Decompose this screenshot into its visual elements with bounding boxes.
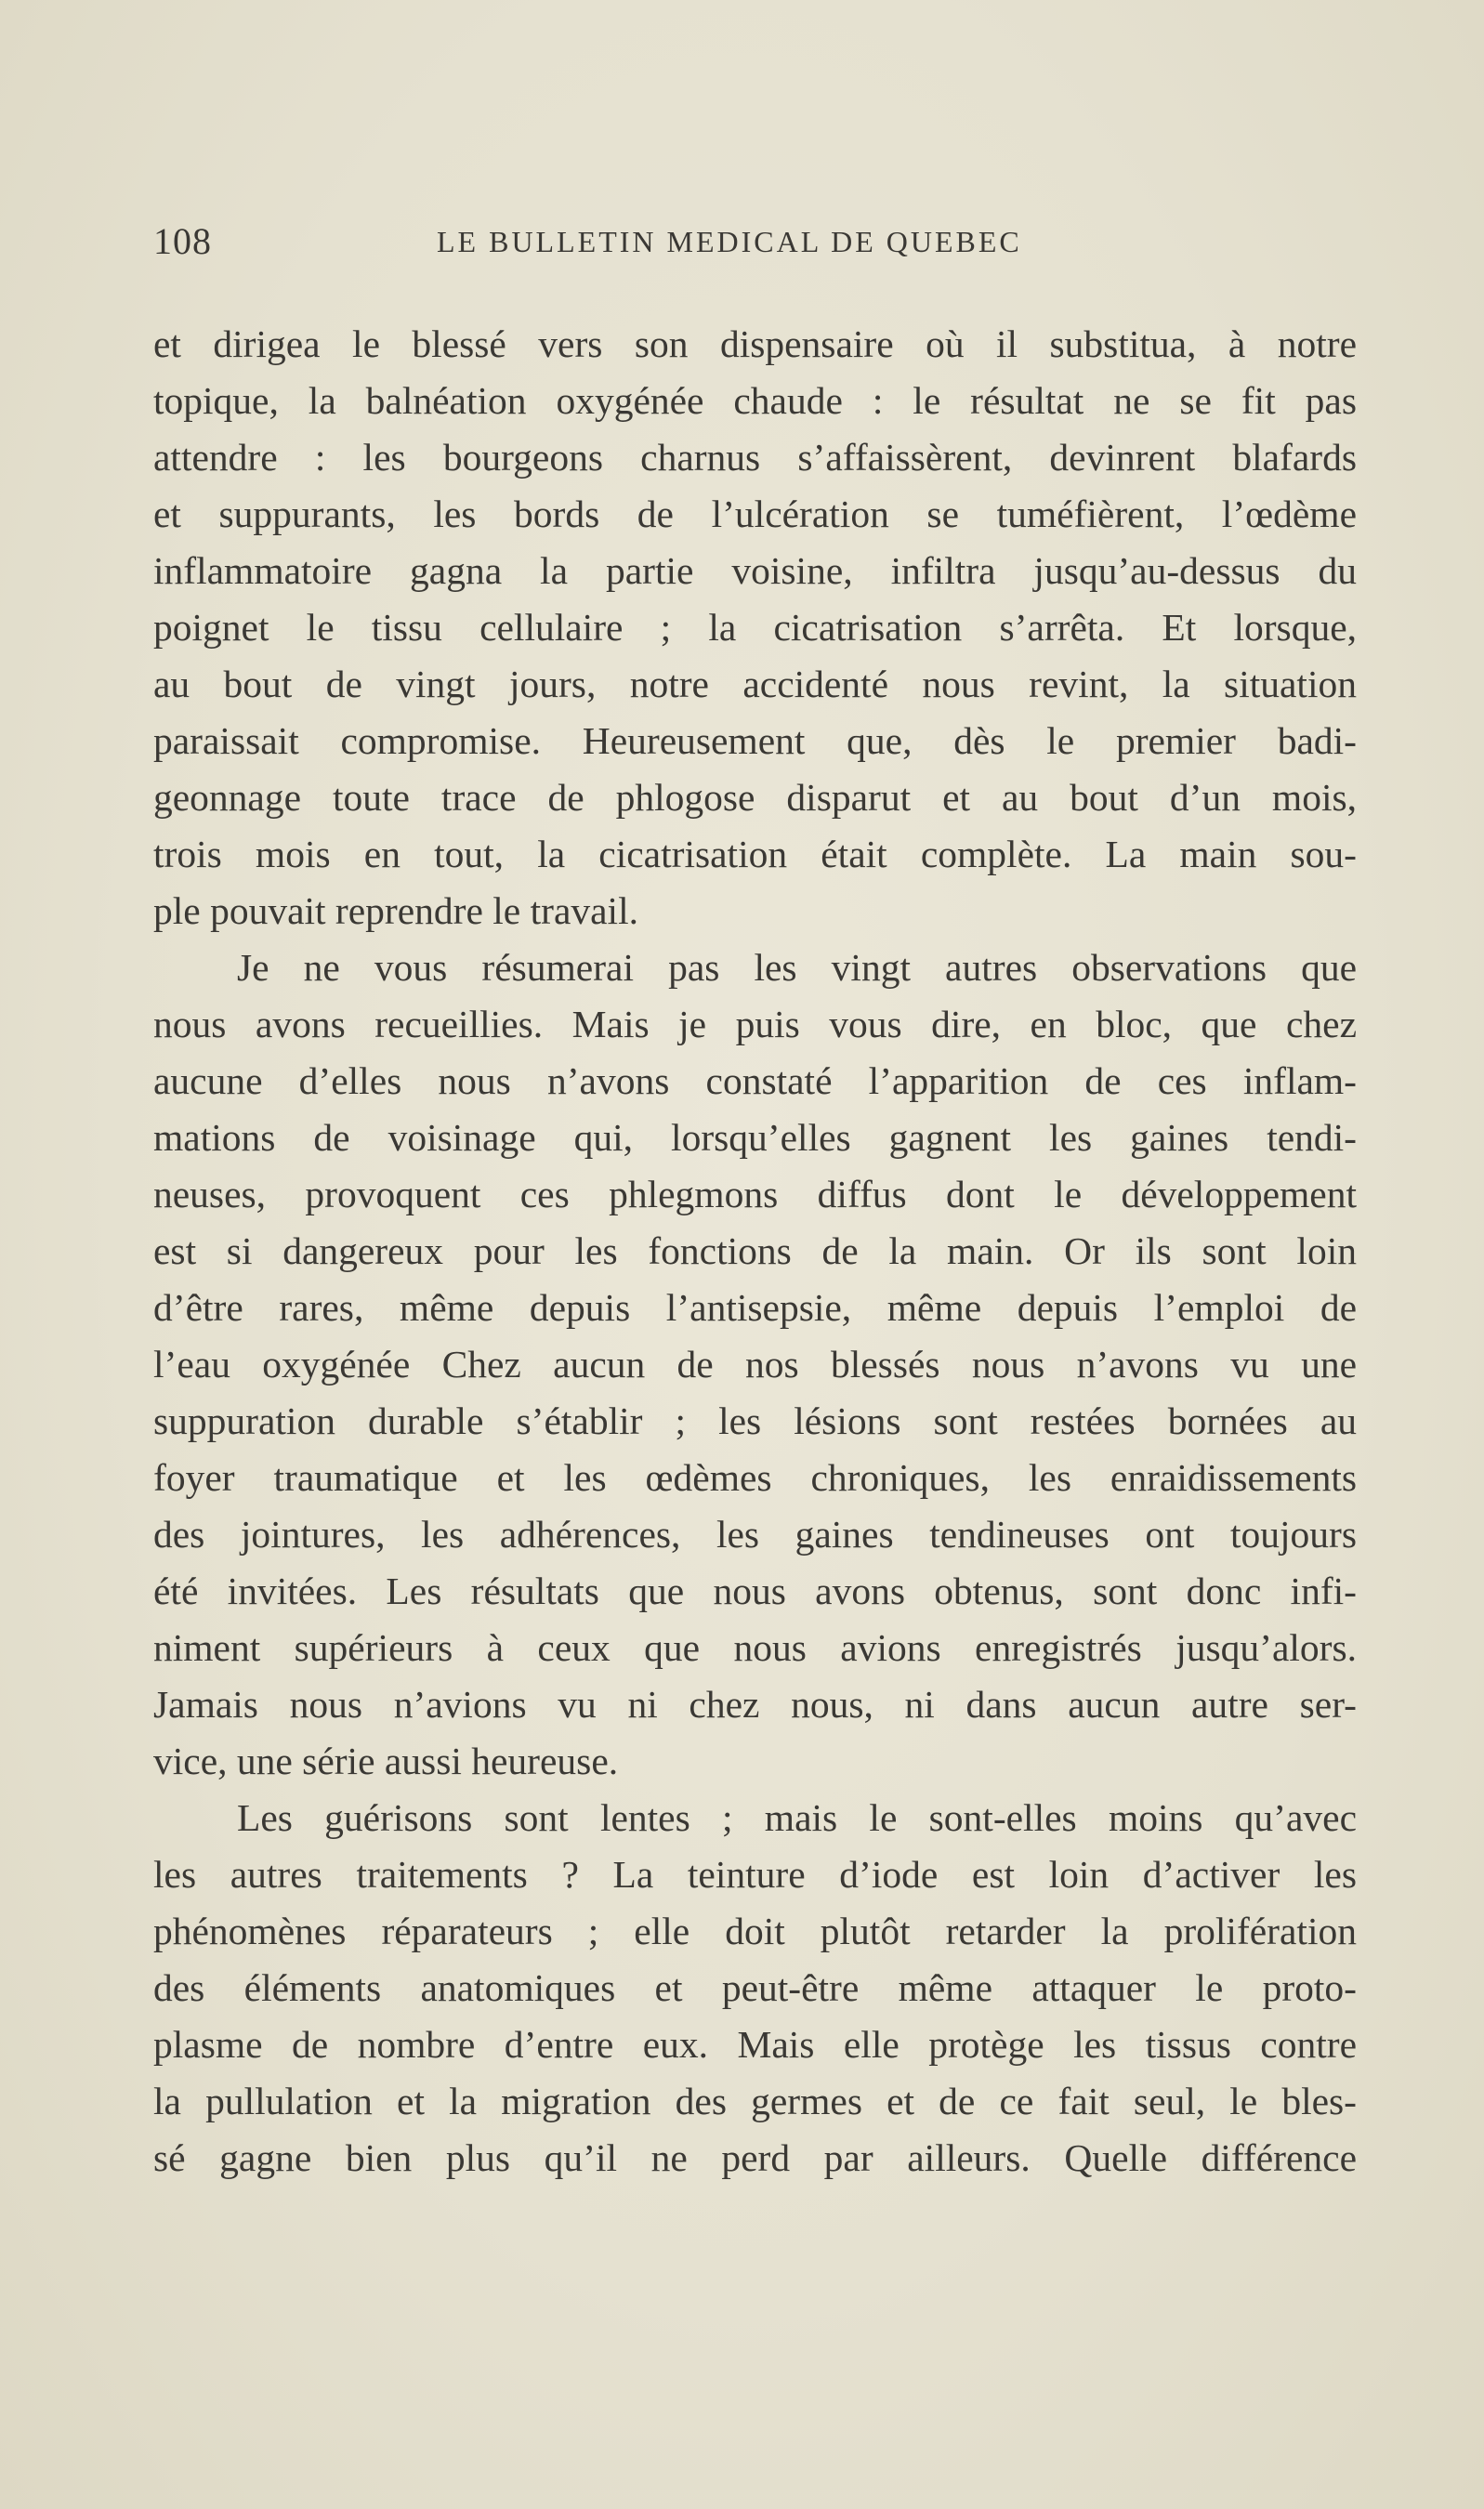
paragraph-last-line: vice, une série aussi heureuse. <box>153 1740 619 1782</box>
text-line: et suppurants, les bords de l’ulcération se tuméfièrent, l’œdème <box>153 493 1357 535</box>
text-line: neuses, provoquent ces phlegmons diffus dont le développement <box>153 1173 1357 1215</box>
paragraph-first-line: Les guérisons sont lentes ; mais le sont-elles moins qu’avec <box>237 1796 1357 1839</box>
text-line: au bout de vingt jours, notre accidenté nous revint, la situation <box>153 663 1357 705</box>
running-head: LE BULLETIN MEDICAL DE QUEBEC <box>437 225 1022 258</box>
paragraph-last-line: ple pouvait reprendre le travail. <box>153 889 638 932</box>
text-line: attendre : les bourgeons charnus s’affaissèrent, devinrent blafards <box>153 436 1357 479</box>
body-text <box>153 316 1357 2187</box>
text-line: aucune d’elles nous n’avons constaté l’apparition de ces inflam- <box>153 1059 1357 1102</box>
text-line: nous avons recueillies. Mais je puis vous dire, en bloc, que chez <box>153 1003 1357 1045</box>
text-line: est si dangereux pour les fonctions de la main. Or ils sont loin <box>153 1229 1357 1272</box>
text-line: inflammatoire gagna la partie voisine, infiltra jusqu’au-dessus du <box>153 549 1357 592</box>
text-line: Jamais nous n’avions vu ni chez nous, ni dans aucun autre ser- <box>153 1683 1357 1726</box>
text-line: la pullulation et la migration des germes et de ce fait seul, le bles- <box>153 2080 1357 2122</box>
text-line: mations de voisinage qui, lorsqu’elles gagnent les gaines tendi- <box>153 1116 1357 1159</box>
text-line: geonnage toute trace de phlogose disparut et au bout d’un mois, <box>153 776 1357 819</box>
text-line: foyer traumatique et les œdèmes chroniques, les enraidissements <box>153 1456 1357 1499</box>
page-number: 108 <box>153 220 212 262</box>
text-line: trois mois en tout, la cicatrisation était complète. La main sou- <box>153 833 1357 875</box>
text-line: des éléments anatomiques et peut-être même attaquer le proto- <box>153 1966 1357 2009</box>
text-line: suppuration durable s’établir ; les lésions sont restées bornées au <box>153 1399 1357 1442</box>
text-line: l’eau oxygénée Chez aucun de nos blessés nous n’avons vu une <box>153 1343 1357 1386</box>
paragraph-first-line: Je ne vous résumerai pas les vingt autres observations que <box>237 946 1357 989</box>
text-line: d’être rares, même depuis l’antisepsie, même depuis l’emploi de <box>153 1286 1357 1329</box>
text-line: les autres traitements ? La teinture d’iode est loin d’activer les <box>153 1853 1357 1896</box>
text-line: topique, la balnéation oxygénée chaude : le résultat ne se fit pas <box>153 379 1357 422</box>
page-header <box>153 219 1357 266</box>
text-line: sé gagne bien plus qu’il ne perd par ailleurs. Quelle différence <box>153 2136 1357 2179</box>
text-line: été invitées. Les résultats que nous avons obtenus, sont donc infi- <box>153 1570 1357 1612</box>
text-line: phénomènes réparateurs ; elle doit plutôt retarder la prolifération <box>153 1910 1357 1952</box>
text-line: paraissait compromise. Heureusement que, dès le premier badi- <box>153 719 1357 762</box>
text-line: niment supérieurs à ceux que nous avions enregistrés jusqu’alors. <box>153 1626 1357 1669</box>
text-line: et dirigea le blessé vers son dispensaire où il substitua, à notre <box>153 322 1357 365</box>
text-line: poignet le tissu cellulaire ; la cicatrisation s’arrêta. Et lorsque, <box>153 606 1357 649</box>
text-line: des jointures, les adhérences, les gaines tendineuses ont toujours <box>153 1513 1357 1556</box>
text-line: plasme de nombre d’entre eux. Mais elle protège les tissus contre <box>153 2023 1357 2066</box>
